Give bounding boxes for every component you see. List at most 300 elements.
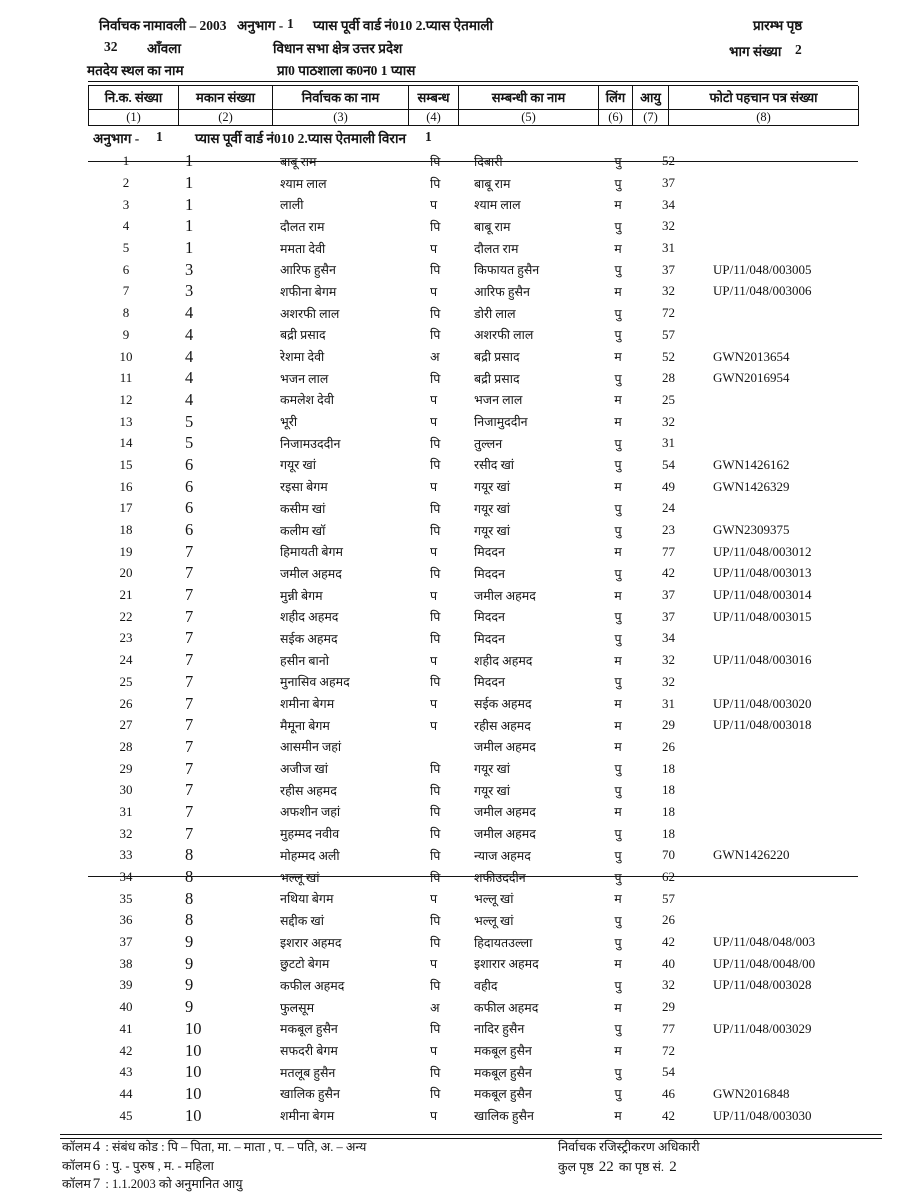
relation-code: अ [430,1000,440,1015]
serial-number: 24 [119,652,133,668]
section-subheader [88,126,858,151]
table-row [88,346,858,368]
table-row [88,628,858,650]
voter-name: शफीना बेगम [280,284,337,299]
relation-code: प [430,653,438,668]
photo-id: GWN1426220 [713,847,790,863]
gender-code: पु [614,978,622,993]
gender-code: पु [614,501,622,516]
relative-name: जमील अहमद [474,827,536,842]
note-text: : पु. - पुरुष , म. - महिला [102,1158,214,1173]
serial-number: 7 [122,283,130,299]
table-row [88,975,858,997]
relation-code: पि [430,371,441,386]
table-row [88,910,858,932]
gender-code: म [614,198,622,213]
gender-code: पु [598,866,632,888]
photo-id [668,172,858,194]
voter-name: मुनासिव अहमद [280,675,350,690]
relation-code [408,736,458,758]
gender-code: म [614,545,622,560]
serial-number: 27 [119,717,133,733]
serial-number: 18 [119,522,133,538]
house-number: 7 [185,650,194,670]
house-number: 8 [185,910,194,930]
column-header: सम्बन्ध [409,86,459,110]
assembly-state: विधान सभा क्षेत्र उत्तर प्रदेश [273,41,403,56]
table-row [88,584,858,606]
voter-name: रेशमा देवी [280,350,325,365]
relative-name: वहीद [474,978,498,993]
photo-id: GWN1426162 [713,456,790,472]
relation-code: पि [430,566,441,581]
table-row [88,996,858,1018]
gender-code: पु [614,176,622,191]
voter-name: मकबूल हुसैन [280,1022,338,1037]
serial-number: 34 [88,866,178,888]
age-value: 77 [662,543,675,559]
serial-number: 41 [119,1020,133,1036]
voter-name: खालिक हुसैन [280,1087,340,1102]
age-value: 49 [662,478,675,494]
serial-number: 12 [119,391,133,407]
page-of-label: का पृष्ठ सं. [618,1160,665,1174]
relation-code: प [430,198,438,213]
note-column-number: 4 [92,1139,101,1155]
gender-code: पु [614,848,622,863]
serial-number: 14 [119,435,133,451]
age-value: 34 [662,196,675,212]
photo-id [668,866,858,888]
voter-name: सद्दीक खां [280,913,324,928]
photo-id [668,411,858,433]
relative-name: बद्री प्रसाद [474,371,520,386]
age-value: 28 [662,370,675,386]
gender-code: पु [614,610,622,625]
photo-id [668,216,858,238]
gender-code: म [614,415,622,430]
gender-code: म [614,393,622,408]
photo-id: UP/11/048/003015 [713,608,812,624]
serial-number: 20 [119,565,133,581]
relative-name: जमील अहमद [474,740,536,755]
column-header: निर्वाचक का नाम [273,86,409,110]
relation-code: पि [430,1065,441,1080]
serial-number: 33 [119,847,133,863]
table-row [88,823,858,845]
relative-name: निजामुददीन [474,415,528,430]
gender-code: पु [614,566,622,581]
serial-number: 2 [122,175,130,191]
house-number: 7 [185,736,194,756]
relative-name: मकबूल हुसैन [474,1044,532,1059]
house-number: 7 [185,628,194,648]
part-number-label: भाग संख्या [729,44,782,59]
house-number: 6 [185,520,194,540]
photo-id: GWN1426329 [713,478,790,494]
age-value: 18 [662,803,675,819]
photo-id: UP/11/048/003013 [713,565,812,581]
relative-name: रसीद खां [474,458,515,473]
house-number: 7 [185,758,194,778]
age-value: 31 [662,435,675,451]
age-value: 23 [662,522,675,538]
photo-id: GWN2309375 [713,522,790,538]
relative-name: भल्लू खां [474,892,514,907]
table-row [88,519,858,541]
relation-code: पि [430,675,441,690]
table-row [88,1018,858,1040]
relation-code: पि [430,501,441,516]
age-value: 29 [662,717,675,733]
table-row [88,801,858,823]
relative-name: रहीस अहमद [474,718,531,733]
relative-name: बाबू राम [474,176,511,191]
photo-id [668,758,858,780]
house-number: 8 [185,845,194,865]
photo-id [668,432,858,454]
gender-code: म [614,480,622,495]
subsection-label: अनुभाग - [93,130,140,146]
table-row [88,432,858,454]
relation-code: प [430,393,438,408]
serial-number: 42 [119,1042,133,1058]
relative-name: नादिर हुसैन [474,1022,525,1037]
gender-code: म [614,653,622,668]
house-number: 3 [185,281,194,301]
age-value: 52 [632,151,668,173]
table-row [88,888,858,910]
voter-name: लाली [280,198,304,213]
relative-name: भजन लाल [474,393,523,408]
photo-id: UP/11/048/003020 [713,695,812,711]
column-header: मकान संख्या [179,86,273,110]
house-number: 7 [185,671,194,691]
gender-code: म [614,284,622,299]
age-value: 70 [662,847,675,863]
voter-name: कफील अहमद [280,978,345,993]
voter-name: श्याम लाल [280,176,327,191]
voter-name: शहीद अहमद [280,610,339,625]
voter-name: अफशीन जहां [280,805,341,820]
voter-name: कसीम खां [280,501,326,516]
gender-code: पु [614,1065,622,1080]
voter-name: शमीना बेगम [280,697,335,712]
voter-name: फुलसूम [280,1000,315,1015]
gender-code: पु [598,151,632,173]
column-number: (1) [89,109,179,125]
house-number: 1 [185,238,194,258]
photo-id [668,389,858,411]
relative-name: हिदायतउल्ला [474,935,533,950]
age-value: 32 [662,283,675,299]
table-row [88,302,858,324]
table-row [88,194,858,216]
house-number: 7 [185,693,194,713]
age-value: 18 [662,782,675,798]
relation-code: पि [430,783,441,798]
page-total-label: कुल पृष्ठ [558,1160,594,1174]
photo-id [668,1061,858,1083]
voter-name: जमील अहमद [280,566,342,581]
age-value: 40 [662,955,675,971]
subsection-name: प्यास पूर्वी वार्ड नं010 2.प्यास ऐतमाली विरान [195,130,406,146]
photo-id: GWN2013654 [713,348,790,364]
house-number: 1 [185,216,194,236]
subsection-col4-value: 1 [425,128,432,144]
column-header: नि.क. संख्या [89,86,179,110]
voter-table-header [88,86,859,126]
relation-code: पि [430,219,441,234]
column-number: (2) [179,109,273,125]
house-number: 10 [185,1083,202,1103]
age-value: 32 [662,413,675,429]
photo-id [668,1040,858,1062]
relative-name: इशारार अहमद [474,957,539,972]
gender-code: पु [614,913,622,928]
voter-name: भल्लू खां [272,866,408,888]
house-number: 7 [185,541,194,561]
relative-name: किफायत हुसैन [474,263,540,278]
table-row [88,367,858,389]
table-row [88,324,858,346]
relative-name: मिददन [474,610,505,625]
photo-id [668,194,858,216]
photo-id: UP/11/048/003006 [713,283,812,299]
serial-number: 25 [119,673,133,689]
table-row [88,671,858,693]
serial-number: 5 [122,240,130,256]
relation-code: प [430,1044,438,1059]
header-row [89,109,859,125]
table-row [88,172,858,194]
voter-name: इशरार अहमद [280,935,342,950]
relation-code: पि [430,978,441,993]
age-value: 52 [662,348,675,364]
page-number-value: 2 [669,1159,677,1175]
photo-id [668,237,858,259]
header-row [89,86,859,110]
table-row [88,693,858,715]
serial-number: 37 [119,934,133,950]
house-number: 7 [185,780,194,800]
relation-code: पि [430,176,441,191]
photo-id [668,736,858,758]
age-value: 34 [662,630,675,646]
table-row [88,498,858,520]
serial-number: 21 [119,587,133,603]
relation-code: पि [430,263,441,278]
age-value: 32 [662,218,675,234]
house-number: 6 [185,498,194,518]
house-number: 8 [178,866,272,888]
gender-code: म [614,805,622,820]
voter-name: रहीस अहमद [280,783,337,798]
column-number: (8) [669,109,859,125]
table-row [88,216,858,238]
gender-code: म [614,1000,622,1015]
table-row [88,237,858,259]
column-note [62,1138,366,1157]
age-value: 31 [662,240,675,256]
age-value: 42 [662,934,675,950]
relation-code: प [430,545,438,560]
table-row [88,931,858,953]
photo-id [668,151,858,173]
serial-number: 40 [119,999,133,1015]
house-number: 8 [185,888,194,908]
gender-code: म [614,241,622,256]
column-note [62,1175,366,1194]
note-column-label: कॉलम [62,1177,91,1191]
serial-number: 19 [119,543,133,559]
photo-id [668,779,858,801]
gender-code: पु [614,436,622,451]
age-value: 37 [662,587,675,603]
table-row [88,714,858,736]
house-number: 9 [185,932,194,952]
table-row [88,541,858,563]
relative-name: मिददन [474,631,505,646]
gender-code: पु [614,306,622,321]
table-row [88,454,858,476]
house-number: 1 [185,173,194,193]
photo-id: UP/11/048/003014 [713,587,812,603]
column-number: (4) [409,109,459,125]
serial-number: 10 [119,348,133,364]
ward-name: प्यास पूर्वी वार्ड नं010 2.प्यास ऐतमाली [313,18,494,33]
photo-id: UP/11/048/0048/00 [713,955,816,971]
age-value: 32 [662,977,675,993]
photo-id [668,324,858,346]
voter-name: मुन्नी बेगम [280,588,323,603]
relative-name: मिददन [474,566,505,581]
table-row [88,151,858,173]
age-value: 26 [662,738,675,754]
relative-name: अशरफी लाल [474,328,534,343]
voter-name: शमीना बेगम [280,1109,335,1124]
start-page-label: प्रारम्भ पृष्ठ [753,18,803,33]
table-row [88,953,858,975]
column-number: (3) [273,109,409,125]
column-note [62,1157,366,1176]
gender-code: पु [614,762,622,777]
voter-name: रइसा बेगम [280,480,328,495]
serial-number: 43 [119,1064,133,1080]
relation-code: पि [408,866,458,888]
relative-name: दिबारी [458,151,598,173]
voter-name: गयूर खां [280,458,316,473]
relative-name: मकबूल हुसैन [474,1087,532,1102]
age-value: 77 [662,1020,675,1036]
house-number: 10 [185,1018,202,1038]
gender-code: पु [614,935,622,950]
photo-id: UP/11/048/048/003 [713,934,816,950]
voter-name: कलीम खॉ [280,523,326,538]
constituency-number: 32 [104,39,118,54]
column-notes [62,1138,366,1194]
gender-code: पु [614,675,622,690]
column-header: सम्बन्धी का नाम [459,86,599,110]
voter-name: मैमूना बेगम [280,718,330,733]
column-header: आयु [633,86,669,110]
voter-name: निजामउददीन [280,436,341,451]
table-row [88,1105,858,1127]
serial-number: 15 [119,456,133,472]
serial-number: 35 [119,890,133,906]
serial-number: 8 [122,305,130,321]
gender-code: म [614,697,622,712]
relation-code: पि [430,523,441,538]
gender-code: पु [614,328,622,343]
gender-code: म [614,350,622,365]
voter-name: हिमायती बेगम [280,545,343,560]
table-row [88,1061,858,1083]
serial-number: 1 [88,151,178,173]
house-number: 9 [185,953,194,973]
house-number: 7 [185,563,194,583]
age-value: 37 [662,175,675,191]
relation-code: प [430,284,438,299]
age-value: 72 [662,1042,675,1058]
relation-code: प [430,718,438,733]
serial-number: 45 [119,1107,133,1123]
voter-name: भूरी [280,415,298,430]
house-number: 9 [185,975,194,995]
voter-name: बद्री प्रसाद [280,328,326,343]
serial-number: 13 [119,413,133,429]
house-number: 4 [185,368,194,388]
age-value: 42 [662,565,675,581]
relative-name: भल्लू खां [474,913,514,928]
relation-code: पि [408,151,458,173]
house-number: 10 [185,1105,202,1125]
constituency-name: आँवला [147,41,181,56]
age-value: 46 [662,1085,675,1101]
table-row [88,281,858,303]
roll-title: निर्वाचक नामावली – 2003 [99,18,227,33]
voter-name: सफदरी बेगम [280,1044,338,1059]
table-row [88,758,858,780]
part-number-value: 2 [795,42,802,57]
relative-name: शहीद अहमद [474,653,533,668]
page-total-value: 22 [598,1159,614,1175]
page-count-line [558,1158,700,1176]
polling-station-name: प्रा0 पाठशाला क0न0 1 प्यास [277,63,416,78]
table-row [88,606,858,628]
table-row [88,411,858,433]
relation-code: पि [430,631,441,646]
voter-name: आरिफ हुसैन [280,263,336,278]
relation-code: प [430,697,438,712]
gender-code: पु [614,783,622,798]
voter-name: छुटटो बेगम [280,957,330,972]
photo-id: UP/11/048/003028 [713,977,812,993]
gender-code: म [614,588,622,603]
section-number: 1 [287,16,294,31]
relation-code: पि [430,935,441,950]
relative-name: गयूर खां [474,480,510,495]
gender-code: पु [614,631,622,646]
age-value: 57 [662,890,675,906]
gender-code: पु [614,263,622,278]
table-row [88,1040,858,1062]
column-header: फोटो पहचान पत्र संख्या [669,86,859,110]
photo-id: UP/11/048/003012 [713,543,812,559]
note-text: : संबंध कोड : पि – पिता, मा. – माता , प. – पति, अ. – अन्य [102,1140,367,1154]
gender-code: म [614,892,622,907]
age-value: 32 [662,673,675,689]
